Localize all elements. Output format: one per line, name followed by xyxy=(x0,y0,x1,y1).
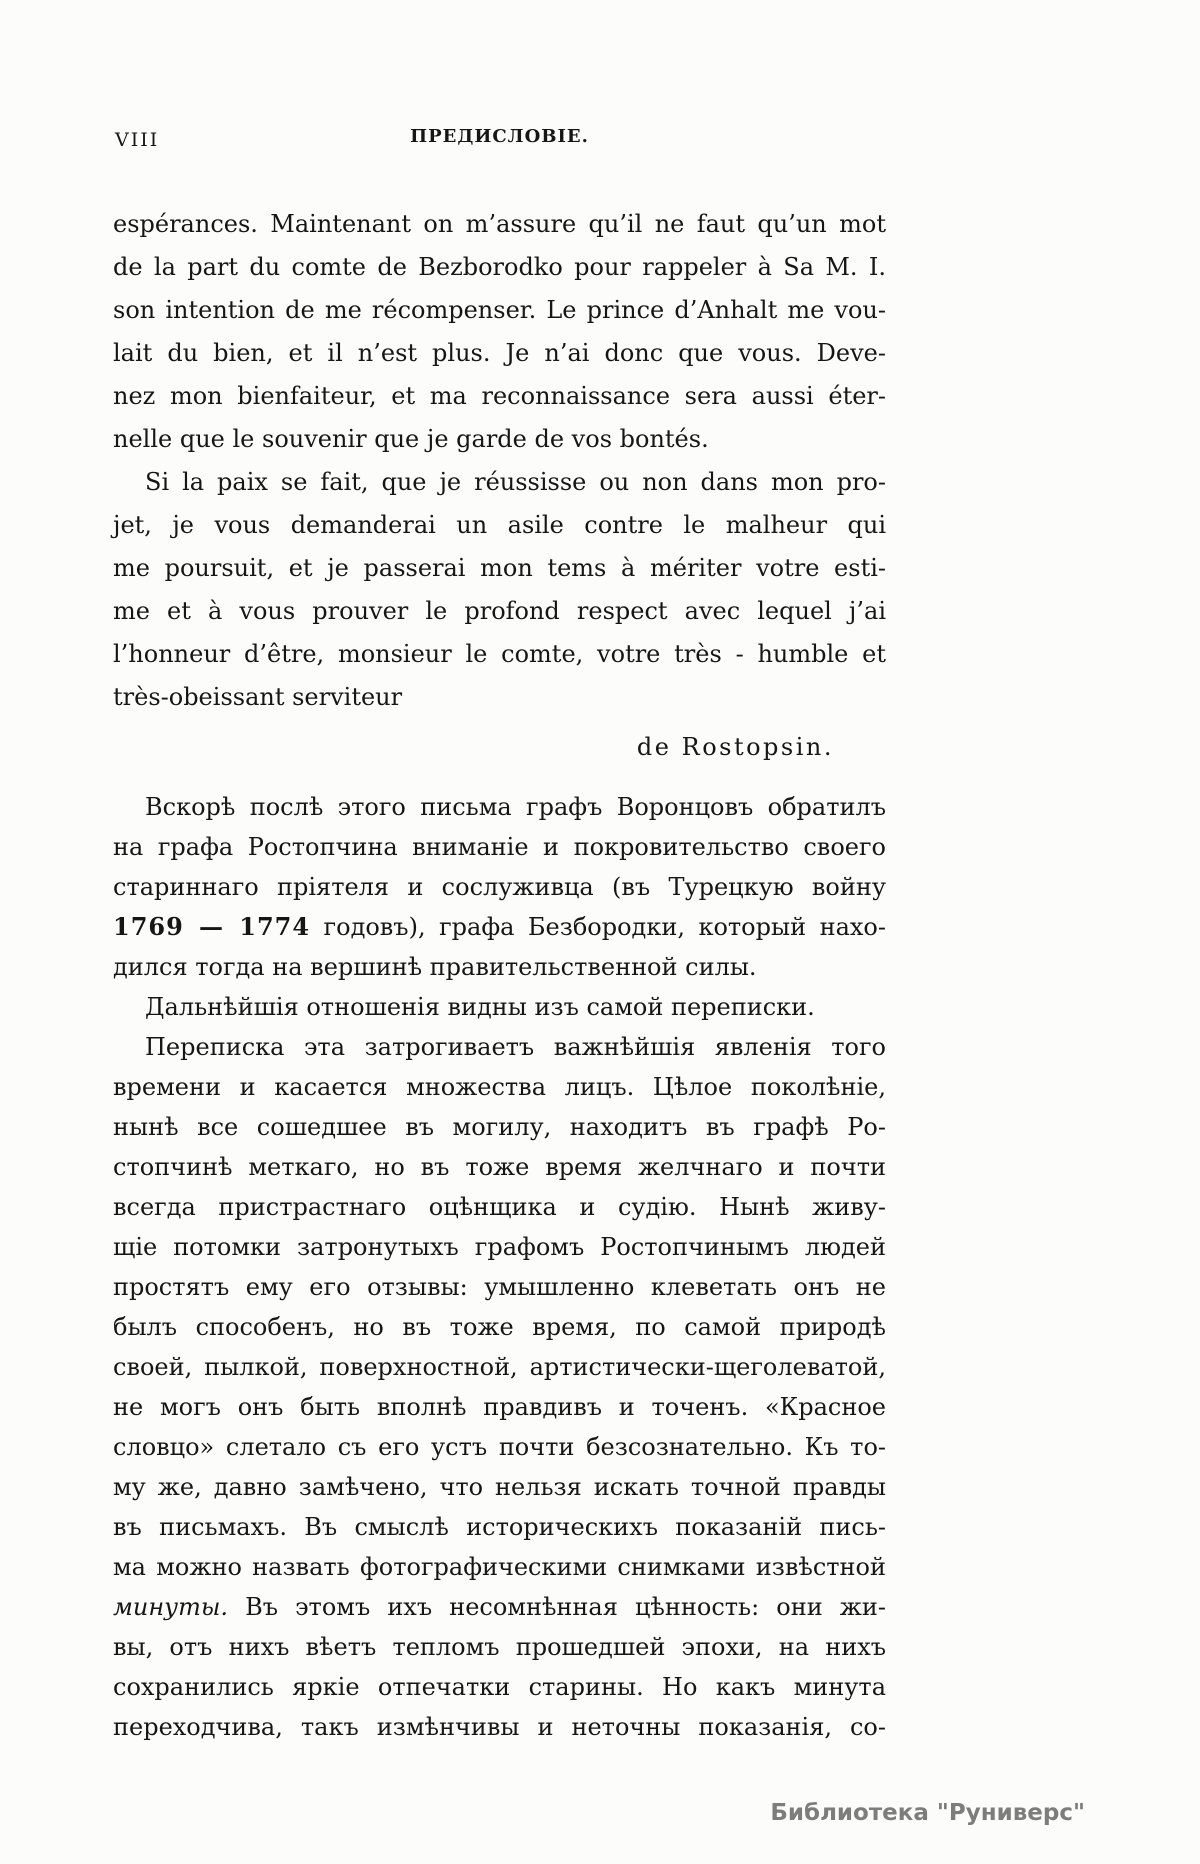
text-line: me et à vous prouver le profond respect avec lequel j’ai xyxy=(113,597,886,625)
library-watermark: Библиотека "Руниверс" xyxy=(770,1800,1085,1826)
text-line: не могъ онъ быть вполнѣ правдивъ и точенъ. «Красное xyxy=(113,1393,886,1421)
text-line: минуты. Въ этомъ ихъ несомнѣнная цѣнность: они жи- xyxy=(113,1593,886,1621)
text-line: сохранились яркіе отпечатки старины. Но какъ минута xyxy=(113,1673,886,1701)
text-line: былъ способенъ, но въ тоже время, по самой природѣ xyxy=(113,1313,886,1341)
french-letter-paragraph-2 xyxy=(113,461,886,719)
text-line: nez mon bienfaiteur, et ma reconnaissance sera aussi éter- xyxy=(113,382,886,410)
text-block xyxy=(113,203,886,1747)
text-line: Переписка эта затрогиваетъ важнѣйшія явленія того xyxy=(145,1033,886,1061)
russian-paragraph-3 xyxy=(113,1027,886,1747)
text-line: me poursuit, et je passerai mon tems à mériter votre esti- xyxy=(113,554,886,582)
text-line: нынѣ все сошедшее въ могилу, находитъ въ графѣ Ро- xyxy=(113,1113,886,1141)
page-number: VIII xyxy=(115,129,160,151)
text-line: Вскорѣ послѣ этого письма графъ Воронцовъ обратилъ xyxy=(145,793,886,821)
text-line: lait du bien, et il n’est plus. Je n’ai donc que vous. Deve- xyxy=(113,339,886,367)
text-line: всегда пристрастнаго оцѣнщика и судію. Нынѣ живу- xyxy=(113,1193,886,1221)
text-line: son intention de me récompenser. Le prince d’Anhalt me vou- xyxy=(113,296,886,324)
text-line: на графа Ростопчина вниманіе и покровительство своего xyxy=(113,833,886,861)
russian-paragraph-1 xyxy=(113,787,886,987)
text-line: de Rostopsin. xyxy=(636,733,834,761)
french-letter-paragraph-1 xyxy=(113,203,886,461)
text-line: вы, отъ нихъ вѣетъ тепломъ прошедшей эпохи, на нихъ xyxy=(113,1633,886,1661)
text-line: de la part du comte de Bezborodko pour rappeler à Sa M. I. xyxy=(113,253,886,281)
text-line: l’honneur d’être, monsieur le comte, votre très - humble et xyxy=(113,640,886,668)
text-line: nelle que le souvenir que je garde de vos bontés. xyxy=(113,425,709,453)
text-line: дился тогда на вершинѣ правительственной силы. xyxy=(113,953,757,981)
text-line: простятъ ему его отзывы: умышленно клеветать онъ не xyxy=(113,1273,886,1301)
text-line: словцо» слетало съ его устъ почти безсознательно. Къ то- xyxy=(113,1433,886,1461)
page-header xyxy=(113,126,886,156)
text-line: 1769 — 1774 годовъ), графа Безбородки, который нахо- xyxy=(113,912,886,941)
text-line: espérances. Maintenant on m’assure qu’il ne faut qu’un mot xyxy=(113,210,886,238)
text-line: Дальнѣйшія отношенія видны изъ самой переписки. xyxy=(145,993,815,1021)
text-line: своей, пылкой, поверхностной, артистически-щеголеватой, xyxy=(113,1353,886,1381)
text-line: щіе потомки затронутыхъ графомъ Ростопчинымъ людей xyxy=(113,1233,886,1261)
text-line: му же, давно замѣчено, что нельзя искать точной правды xyxy=(113,1473,886,1501)
text-line: Si la paix se fait, que je réussisse ou non dans mon pro- xyxy=(145,468,886,496)
text-line: въ письмахъ. Въ смыслѣ историческихъ показаній пись- xyxy=(113,1513,886,1541)
letter-signature xyxy=(113,727,886,767)
russian-paragraph-2 xyxy=(113,987,886,1027)
text-line: jet, je vous demanderai un asile contre le malheur qui xyxy=(113,511,886,539)
text-line: ма можно назвать фотографическими снимками извѣстной xyxy=(113,1553,886,1581)
text-line: времени и касается множества лицъ. Цѣлое поколѣніе, xyxy=(113,1073,886,1101)
running-title: ПРЕДИСЛОВІЕ. xyxy=(410,126,589,147)
text-line: стариннаго пріятеля и сослуживца (въ Турецкую войну xyxy=(113,873,886,901)
text-line: très-obeissant serviteur xyxy=(113,683,403,711)
text-line: стопчинѣ меткаго, но въ тоже время желчнаго и почти xyxy=(113,1153,886,1181)
text-line: переходчива, такъ измѣнчивы и неточны показанія, со- xyxy=(113,1713,886,1741)
